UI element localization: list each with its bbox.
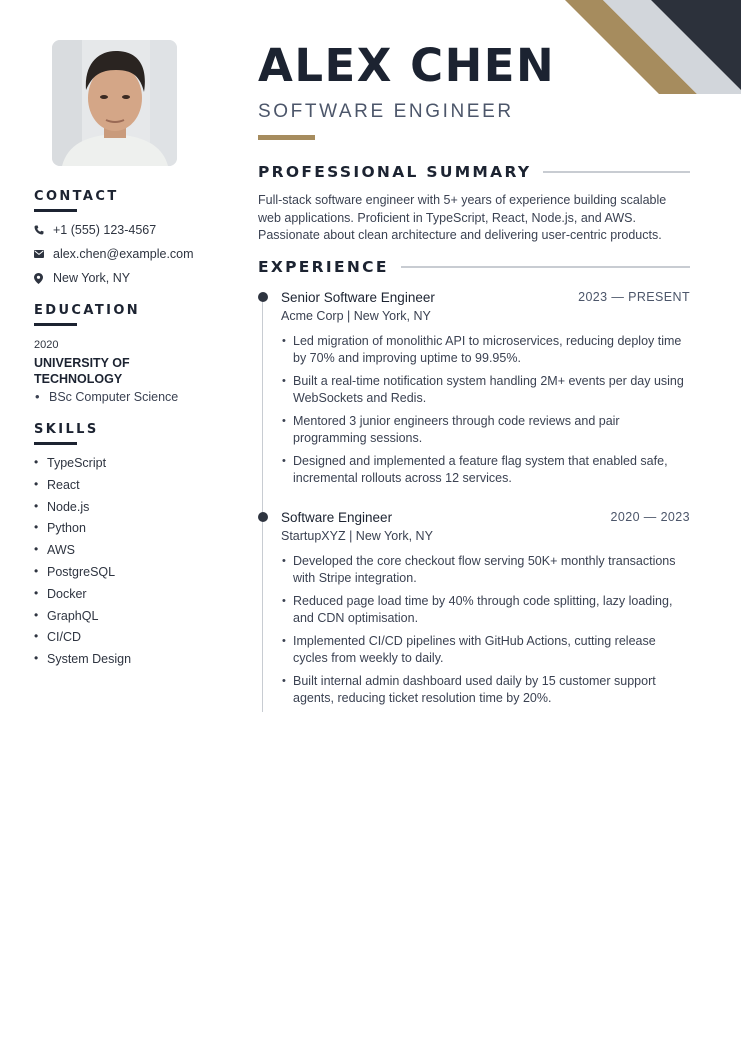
- education-year: 2020: [34, 339, 59, 351]
- skill-item: • Docker: [34, 587, 224, 609]
- job-bullet: • Developed the core checkout flow serving 50K+ monthly transactions with Stripe integration.: [281, 553, 690, 587]
- education-heading: EDUCATION: [34, 303, 141, 318]
- skill-item: • TypeScript: [34, 456, 224, 478]
- location-pin-icon: [34, 273, 53, 284]
- phone-icon: [34, 225, 53, 235]
- skill-item: • Node.js: [34, 500, 224, 522]
- education-school: UNIVERSITY OF TECHNOLOGY: [34, 356, 130, 386]
- education-section: [34, 303, 224, 404]
- title-accent-rule: [258, 135, 315, 140]
- job-dates: 2020 — 2023: [610, 510, 690, 524]
- skill-list: [34, 456, 224, 674]
- skill-item: • GraphQL: [34, 609, 224, 631]
- summary-heading-row: [258, 163, 690, 181]
- email-icon: [34, 250, 53, 258]
- job-dates: 2023 — PRESENT: [578, 290, 690, 304]
- job-bullet: • Reduced page load time by 40% through code splitting, lazy loading, and CDN optimisation.: [281, 593, 690, 627]
- experience-heading-line: [401, 266, 690, 268]
- job-bullets: [258, 333, 690, 487]
- skills-section: [34, 422, 224, 674]
- job-bullets: [258, 553, 690, 707]
- job-bullet: • Mentored 3 junior engineers through code reviews and pair programming sessions.: [281, 413, 690, 447]
- skills-heading: SKILLS: [34, 422, 99, 437]
- summary-heading: PROFESSIONAL SUMMARY: [258, 163, 532, 181]
- skill-item: • AWS: [34, 543, 224, 565]
- skill-item: • System Design: [34, 652, 224, 674]
- corner-decoration: [565, 0, 741, 94]
- phone-text[interactable]: +1 (555) 123-4567: [53, 223, 157, 237]
- contact-heading-rule: [34, 209, 77, 212]
- job-entry: [258, 287, 690, 493]
- experience-heading-row: [258, 258, 690, 276]
- summary-heading-line: [543, 171, 690, 173]
- location-text: New York, NY: [53, 271, 131, 285]
- candidate-title: SOFTWARE ENGINEER: [258, 101, 514, 122]
- job-bullet: • Led migration of monolithic API to microservices, reducing deploy time by 70% and improving uptime to 99.95%.: [281, 333, 690, 367]
- profile-photo: [52, 40, 177, 166]
- job-entry: [258, 507, 690, 713]
- job-bullet: • Implemented CI/CD pipelines with GitHub Actions, cutting release cycles from weekly to daily.: [281, 633, 690, 667]
- education-degree: • BSc Computer Science: [34, 390, 224, 404]
- contact-heading: CONTACT: [34, 189, 119, 204]
- experience-heading: EXPERIENCE: [258, 258, 389, 276]
- skills-heading-rule: [34, 442, 77, 445]
- skill-item: • PostgreSQL: [34, 565, 224, 587]
- contact-phone: [34, 218, 224, 242]
- job-bullet: • Built internal admin dashboard used daily by 15 customer support agents, reducing ticket resolution time by 20%.: [281, 673, 690, 707]
- education-heading-rule: [34, 323, 77, 326]
- candidate-name: ALEX CHEN: [258, 39, 556, 92]
- job-company: Acme Corp | New York, NY: [281, 309, 431, 323]
- job-role: Senior Software Engineer: [281, 289, 435, 305]
- job-bullet: • Built a real-time notification system handling 2M+ events per day using WebSockets and Redis.: [281, 373, 690, 407]
- skill-item: • CI/CD: [34, 630, 224, 652]
- summary-text: Full-stack software engineer with 5+ years of experience building scalable web applications. Proficient in TypeScript, React, Node.js, and AWS. Passionate about clean architecture and delivering user-centric products.: [258, 193, 667, 242]
- contact-email: [34, 242, 224, 266]
- job-bullet: • Designed and implemented a feature flag system that enabled safe, incremental rollouts across 12 services.: [281, 453, 690, 487]
- skill-item: • Python: [34, 521, 224, 543]
- skill-item: • React: [34, 478, 224, 500]
- job-role: Software Engineer: [281, 509, 393, 525]
- contact-location: [34, 266, 224, 290]
- email-text[interactable]: alex.chen@example.com: [53, 247, 194, 261]
- contact-section: [34, 189, 224, 290]
- job-company: StartupXYZ | New York, NY: [281, 529, 433, 543]
